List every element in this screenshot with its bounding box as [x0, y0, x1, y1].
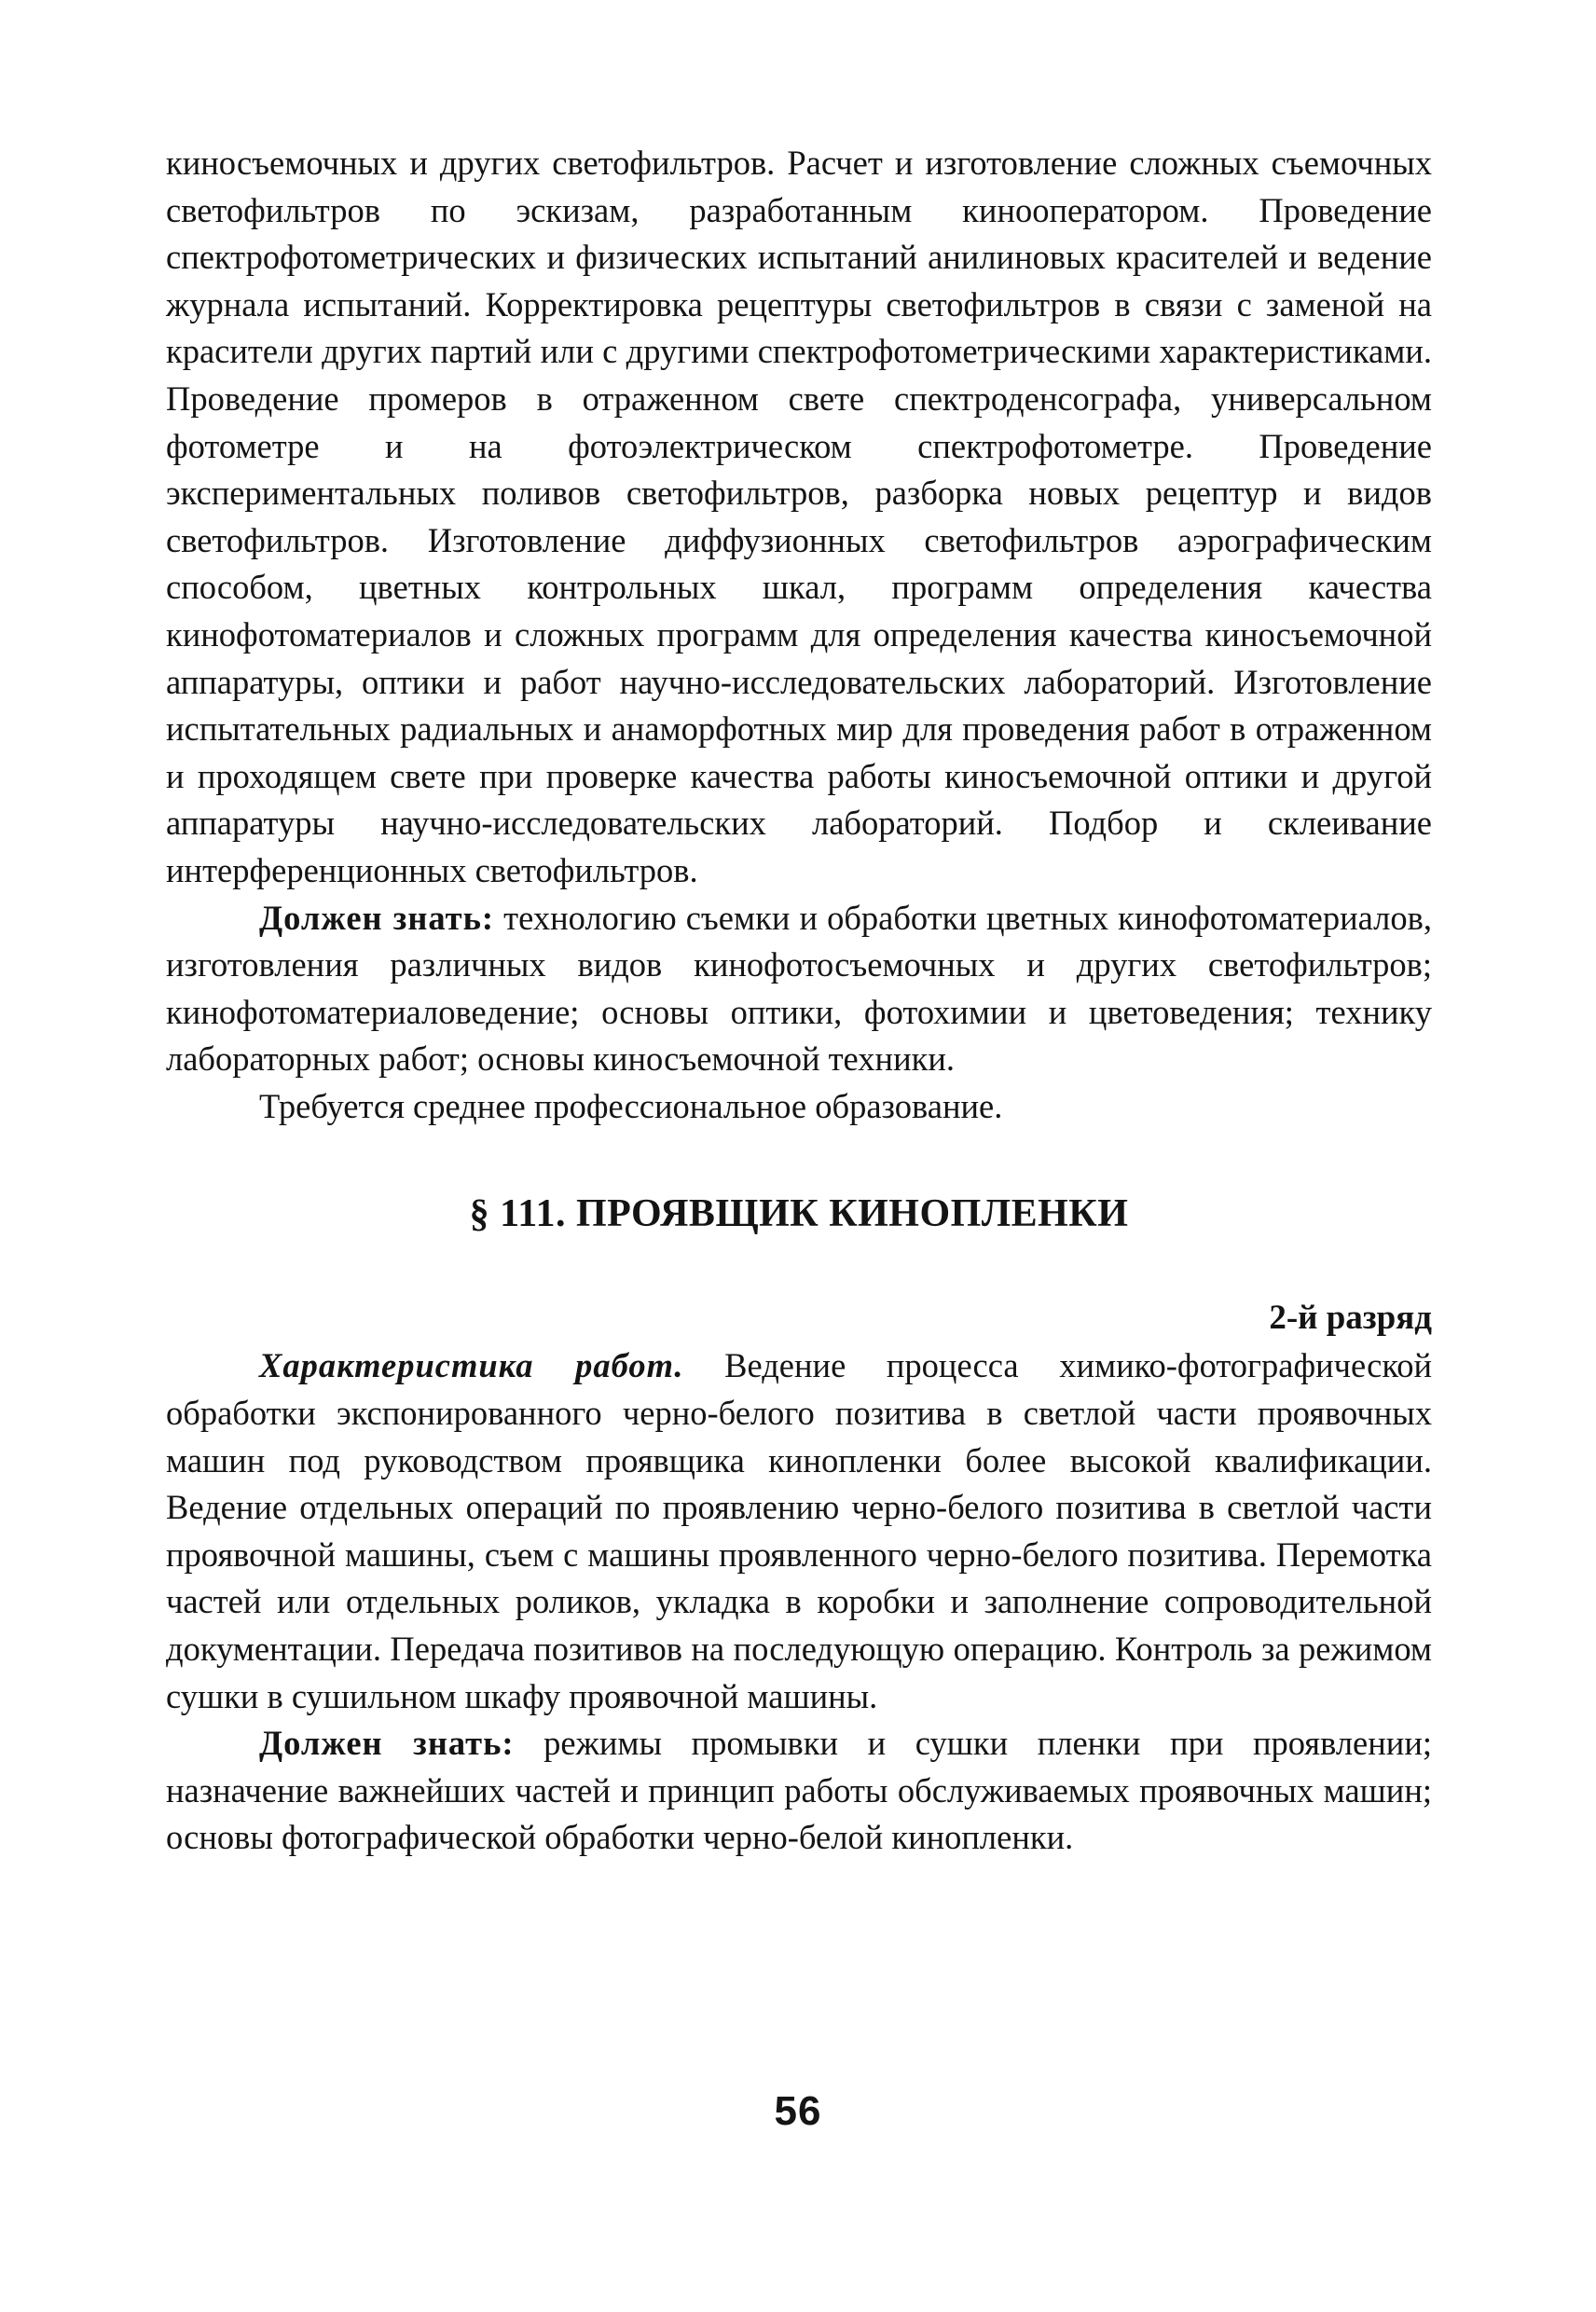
page-body [166, 138, 1432, 1862]
must-know-paragraph-2 [166, 1720, 1432, 1862]
characteristics-text: Ведение процесса химико-фотографической обработки экспонированного черно-белого позитива в светлой части проявочных машин под руководством проявщика кинопленки более высокой квалификации. Ведение отдельных операций по проявлению черно-белого позитива в светлой части проявочной машины, съем с машины проявленного черно-белого позитива. Перемотка частей или отдельных роликов, укладка в коробки и заполнение сопроводительной документации. Передача позитивов на последующую операцию. Контроль за режимом сушки в сушильном шкафу проявочной машины. [166, 1346, 1432, 1715]
must-know-text-2: режимы промывки и сушки пленки при проявлении; назначение важнейших частей и принцип работы обслуживаемых проявочных машин; основы фотографической обработки черно-белой кинопленки. [166, 1724, 1432, 1857]
grade-label: 2-й разряд [1269, 1299, 1432, 1338]
intro-paragraph: киносъемочных и других светофильтров. Расчет и изготовление сложных съемочных светофильтров по эскизам, разработанным кинооператором. Проведение спектрофотометрических и физических испытаний анилиновых красителей и ведение журнала испытаний. Корректировка рецептуры светофильтров в связи с заменой на красители других партий или с другими спектрофотометрическими характеристиками. Проведение промеров в отраженном свете спектроденсографа, универсальном фотометре и на фотоэлектрическом спектрофотометре. Проведение экспериментальных поливов светофильтров, разборка новых рецептур и видов светофильтров. Изготовление диффузионных светофильтров аэрографическим способом, цветных контрольных шкал, программ определения качества кинофотоматериалов и сложных программ для определения качества киносъемочной аппаратуры, оптики и работ научно-исследовательских лабораторий. Изготовление испытательных радиальных и анаморфотных мир для проведения работ в отраженном и проходящем свете при проверке качества работы киносъемочной оптики и другой аппаратуры научно-исследовательских лабораторий. Подбор и склеивание интерференционных светофильтров. [166, 144, 1432, 889]
must-know-label-2: Должен знать: [259, 1724, 515, 1763]
must-know-label-1: Должен знать: [259, 898, 495, 937]
section-heading: § 111. ПРОЯВЩИК КИНОПЛЕНКИ [469, 1192, 1129, 1236]
page-number: 56 [774, 2088, 822, 2134]
characteristics-paragraph [166, 1342, 1432, 1720]
must-know-paragraph-1 [166, 895, 1432, 1083]
characteristics-label: Характеристика работ. [259, 1346, 684, 1385]
education-requirement: Требуется среднее профессиональное образование. [259, 1086, 1003, 1125]
must-know-text-1: технологию съемки и обработки цветных кинофотоматериалов, изготовления различных видов кинофотосъемочных и других светофильтров; кинофотоматериаловедение; основы оптики, фотохимии и цветоведения; технику лабораторных работ; основы киносъемочной техники. [166, 898, 1432, 1079]
